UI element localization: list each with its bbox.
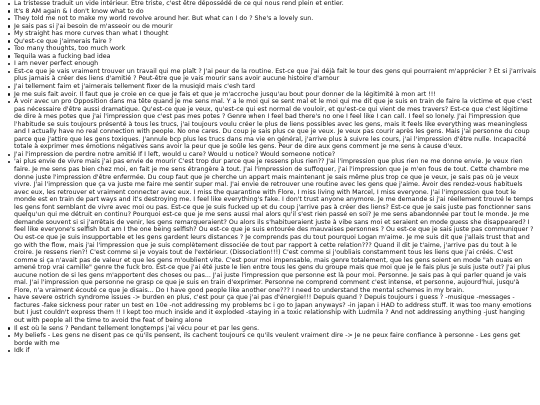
list-item: Idk if bbox=[8, 347, 536, 355]
list-item: It's 8 AM again & I don't know what to do bbox=[8, 8, 536, 16]
list-item: La tristesse traduit un vide intérieur. Être triste, c'est être dépossédé de ce qui nous rend plein et entier. bbox=[8, 0, 536, 8]
list-item: Tequila was a fucking bad idea bbox=[8, 53, 536, 61]
list-item: Je me suis fait avoir. Il faut que je croie en ce que je fais et que je m'accroche jusqu'au bout pour donner de la légitimité à mon art !!! bbox=[8, 91, 536, 99]
list-item: My beliefs - Les gens ne disent pas ce qu'ils pensent, ils cachent toujours ce qu'ils veulent vraiment dire -> Je ne peux faire confiance à personne - Les gens get borde with me bbox=[8, 332, 536, 347]
list-item: My straight has more curves than what I thought bbox=[8, 30, 536, 38]
list-item: Est-ce que je vais vraiment trouver un travail qui me plaît ? J'ai peur de la routine. Est-ce que j'ai déjà fait le tour des gens qui pourraient m'apprécier ? Et si j'arrivais plus jamais à créer des liens d'amitié ? Peut-être que je vais mourir sans avoir aucune histoire d'amour bbox=[8, 68, 536, 83]
list-item: have severe ostrich syndrome issues -> burden en plus, c'est pour ça que j'ai pas d'énergie!!! Depuis quand ? Depuis toujours i guess ? -musique -messages -factures -fake sickness pour rater un test en 10e -not addressing my problems bc i go to Japan anyways? -in japan i HAD to address stuff. It was too many emotions but I just couldn't express them !! I kept too much inside and it exploded -staying in a toxic relationship with Ludmila ? And not addressing anything -just hanging out with people all the time to avoid the feat of being alone bbox=[8, 294, 536, 324]
list-item: J'ai l'impression de perdre notre amitié If I left, would u care? Would u notice? Would someone notice? bbox=[8, 151, 536, 159]
list-item: 'ai plus envie de vivre mais j'ai pas envie de mourir C'est trop dur parce que je ressens plus rien?? J'ai l'impression que plus rien ne me donne envie. Je veux rien faire. Je me sens pas bien chez moi, en fait je me sens étrangère à tout. J'ai l'impression de suffoquer, j'ai l'impression que je m'en fous de tout. Cette chambre me donne juste l'impression d'être enfermée. Du coup faut que je cherche un appart mais maintenant je sais même plus trop ce que je veux, je sais pas où je veux vivre. J'ai l'impression que ça va juste me faire me sentir super mal. J'ai envie de retrouver une routine avec les gens que j'aime. Avoir des rendez-vous habituels avec eux, les retrouver et vraiment connecter avec eux. I miss the quarantine with Flore, I miss living with Marcel, I miss everyone. J'ai l'impression que tout le monde est en train de part ways and it's destroying me. I feel like everything's fake. I don't trust anyone anymore. Je me demande si j'ai réellement trouvé le temps les gens font semblant de vivre avec moi ou pas. Est-ce que je suis fucked up et du coup j'arrive pas à créer des liens? Est-ce que je sais juste pas fonctionner sans quelqu'un qui me détruit en continu? Pourquoi est-ce que je me sens aussi mal alors qu'il s'est rien passé en soi? Je me sens abandonnée par tout le monde. Je me demande souvent si si j'arrêtais de venir, les gens remarqueraient? Ou alors ils s'habitueraient juste à vibe sans moi et seraient en mode guess she disappeared? I feel like everyone's selfish but am I the one being selfish? Ou est-ce que je suis entourée des mauvaises personnes ? Ou est-ce que je sais juste pas communiquer ? Ou est-ce que je suis insupportable et les gens gardent leurs distances ? Je comprends pas du tout pourquoi Logan m'aime. Je me suis dit que j'allais trust that and go with the flow, mais j'ai l'impression que je suis complètement dissociée de tout par rapport à cette relation??? Quand il dit je t'aime, j'arrive pas du tout à le croire. Je ressens rien?! C'est comme si je voyais tout de l'extérieur. (Dissociation!!!) C'est comme si j'oubliais constamment tous les liens que j'ai créés. C'est comme si ça n'avait pas de valeur et que les gens m'oublient vite. C'est pour moi impensable, mais genre totalement, que les gens soient en mode "ah ouais en amené trop vrai camille" genre the fuck bro. Est-ce que j'ai été juste le lien entre tous les gens du groupe mais que moi que je le fais plus je suis juste out? J'ai plus aucune notion de si les gens m'apportent des choses ou pas... J'ai juste l'impression que personne est là pour moi. Personne. Je sais pas à qui parler quand je vais mal. J'ai l'impression que personne ne grasp ce que je suis en train d'exprimer. Personne ne comprend comment c'est intense, et personne, aujourd'hui, jusqu'à Flore, n'a vraiment écouté ce que je disais... Do I have good people like another one??? I need to understand the mental schemes in my brain. bbox=[8, 158, 536, 294]
list-item: Je sais pas si j'ai besoin de m'asseoir ou de mourir bbox=[8, 23, 536, 31]
list-item: Il est où le sens ? Pendant tellement longtemps j'ai vécu pour et par les gens. bbox=[8, 325, 536, 333]
list-item: J'ai tellement faim et j'aimerais tellement fixer de la musiqid mais c'esh tard bbox=[8, 83, 536, 91]
list-item: Too many thoughts, too much work bbox=[8, 45, 536, 53]
list-item: I am never perfect enough bbox=[8, 60, 536, 68]
list-item: À voir avec un pro Opposition dans ma tête quand je me sens mal. Y a le moi qui se sent mal et le moi qui me dit que je suis en train de faire la victime et que c'est pas nécessaire d'être aussi dramatique. Qu'est-ce que je veux, qu'est-ce qui est normal de vouloir, et qu'est-ce qui vient de mes travers? Est-ce que c'est légitime de dire à mes potes que j'ai l'impression que c'est pas mes potes ? Genre when I feel bad there's no one I feel like I can call. I feel so lonely. J'ai l'impression que l'habitude se suis toujours présenté à tous les trucs, j'ai toujours voulu créer le plus de liens possibles avec les gens, mais it feels like everything was meaningless and I actually have no real connection with people. No one cares. Du coup je sais plus ce que je veux. Je veux pas courir après les gens. Mais j'ai personne du coup parce que j'attire que les gens toxiques. J'annule bcp plus les trucs dans ma vie en général, j'arrive plus à suivre les cours, j'ai l'impression d'être nulle. Incapacité totale à exprimer mes émotions négatives sans avoir la peur que je soûle les gens. Peur de dire aux gens comment je me sens à cause d'eux. bbox=[8, 98, 536, 151]
list-item: They told me not to make my world revolve around her. But what can I do ? She's a lovely sun. bbox=[8, 15, 536, 23]
list-item: Qu'est-ce que j'aimerais faire ? bbox=[8, 38, 536, 46]
